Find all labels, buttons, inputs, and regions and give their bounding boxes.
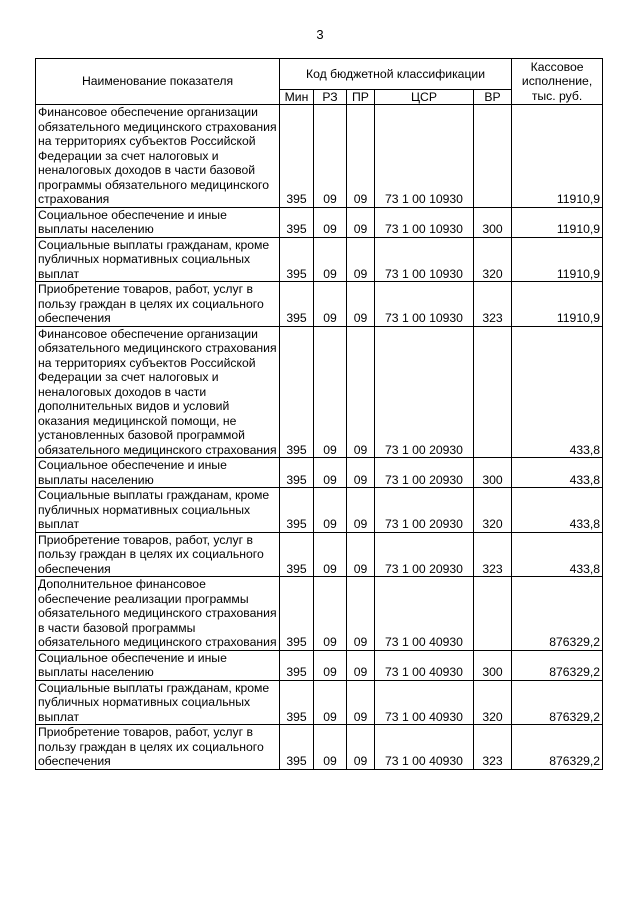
- row-rz: 09: [314, 650, 347, 680]
- row-pr: 09: [347, 650, 375, 680]
- row-rz: 09: [314, 105, 347, 208]
- row-rz: 09: [314, 282, 347, 327]
- header-code-group: Код бюджетной классификации: [280, 59, 512, 90]
- row-min: 395: [280, 725, 314, 770]
- table-row: [36, 326, 603, 458]
- row-amount: 11910,9: [512, 105, 603, 208]
- row-min: 395: [280, 326, 314, 458]
- row-name: Приобретение товаров, работ, услуг в пользу граждан в целях их социального обеспечения: [36, 532, 280, 577]
- row-min: 395: [280, 458, 314, 488]
- table-row: [36, 532, 603, 577]
- row-csr: 73 1 00 20930: [375, 532, 474, 577]
- row-rz: 09: [314, 207, 347, 237]
- row-csr: 73 1 00 40930: [375, 577, 474, 651]
- header-amount: Кассовое исполнение, тыс. руб.: [512, 59, 603, 105]
- row-amount: 876329,2: [512, 577, 603, 651]
- row-min: 395: [280, 237, 314, 282]
- row-rz: 09: [314, 458, 347, 488]
- row-pr: 09: [347, 105, 375, 208]
- row-vr: 300: [474, 207, 512, 237]
- row-vr: [474, 105, 512, 208]
- row-amount: 11910,9: [512, 207, 603, 237]
- row-amount: 433,8: [512, 488, 603, 533]
- row-name: Финансовое обеспечение организации обязательного медицинского страхования на территориях субъектов Российской Федерации за счет налоговых и неналоговых доходов в части базовой программы обязательного медицинского страхования: [36, 105, 280, 208]
- row-vr: 320: [474, 237, 512, 282]
- header-vr: ВР: [474, 90, 512, 105]
- table-row: [36, 282, 603, 327]
- header-name: Наименование показателя: [36, 59, 280, 105]
- header-rz: РЗ: [314, 90, 347, 105]
- row-vr: 320: [474, 488, 512, 533]
- row-min: 395: [280, 577, 314, 651]
- row-csr: 73 1 00 40930: [375, 650, 474, 680]
- table-row: [36, 237, 603, 282]
- row-csr: 73 1 00 20930: [375, 458, 474, 488]
- row-amount: 11910,9: [512, 282, 603, 327]
- row-pr: 09: [347, 458, 375, 488]
- page-number: 3: [316, 27, 324, 42]
- row-amount: 433,8: [512, 458, 603, 488]
- row-name: Приобретение товаров, работ, услуг в пользу граждан в целях их социального обеспечения: [36, 725, 280, 770]
- row-pr: 09: [347, 326, 375, 458]
- row-rz: 09: [314, 326, 347, 458]
- row-amount: 876329,2: [512, 680, 603, 725]
- table-row: [36, 207, 603, 237]
- row-amount: 433,8: [512, 326, 603, 458]
- row-name: Социальное обеспечение и иные выплаты населению: [36, 650, 280, 680]
- row-name: Дополнительное финансовое обеспечение реализации программы обязательного медицинского страхования в части базовой программы обязательного медицинского страхования: [36, 577, 280, 651]
- row-rz: 09: [314, 532, 347, 577]
- row-pr: 09: [347, 577, 375, 651]
- row-min: 395: [280, 650, 314, 680]
- row-name: Социальные выплаты гражданам, кроме публичных нормативных социальных выплат: [36, 680, 280, 725]
- table-row: [36, 105, 603, 208]
- row-pr: 09: [347, 282, 375, 327]
- row-rz: 09: [314, 680, 347, 725]
- row-vr: 300: [474, 650, 512, 680]
- table-row: [36, 577, 603, 651]
- row-pr: 09: [347, 725, 375, 770]
- row-amount: 11910,9: [512, 237, 603, 282]
- row-csr: 73 1 00 20930: [375, 326, 474, 458]
- header-csr: ЦСР: [375, 90, 474, 105]
- row-vr: 323: [474, 725, 512, 770]
- row-min: 395: [280, 488, 314, 533]
- row-csr: 73 1 00 40930: [375, 725, 474, 770]
- table-row: [36, 650, 603, 680]
- row-name: Финансовое обеспечение организации обязательного медицинского страхования на территориях субъектов Российской Федерации за счет налоговых и неналоговых доходов в части дополнительных видов и условий оказания медицинской помощи, не установленных базовой программой обязательного медицинского страхования: [36, 326, 280, 458]
- row-csr: 73 1 00 10930: [375, 237, 474, 282]
- row-pr: 09: [347, 207, 375, 237]
- row-name: Социальные выплаты гражданам, кроме публичных нормативных социальных выплат: [36, 237, 280, 282]
- row-amount: 876329,2: [512, 725, 603, 770]
- row-min: 395: [280, 680, 314, 725]
- table-body: [36, 105, 603, 770]
- row-rz: 09: [314, 488, 347, 533]
- row-csr: 73 1 00 40930: [375, 680, 474, 725]
- row-min: 395: [280, 532, 314, 577]
- row-vr: [474, 326, 512, 458]
- row-csr: 73 1 00 10930: [375, 105, 474, 208]
- row-min: 395: [280, 207, 314, 237]
- header-min: Мин: [280, 90, 314, 105]
- row-name: Приобретение товаров, работ, услуг в пользу граждан в целях их социального обеспечения: [36, 282, 280, 327]
- row-vr: 323: [474, 532, 512, 577]
- row-amount: 433,8: [512, 532, 603, 577]
- row-name: Социальное обеспечение и иные выплаты населению: [36, 458, 280, 488]
- row-name: Социальное обеспечение и иные выплаты населению: [36, 207, 280, 237]
- table-row: [36, 725, 603, 770]
- row-amount: 876329,2: [512, 650, 603, 680]
- row-rz: 09: [314, 577, 347, 651]
- row-vr: 323: [474, 282, 512, 327]
- row-vr: 300: [474, 458, 512, 488]
- row-rz: 09: [314, 237, 347, 282]
- row-pr: 09: [347, 488, 375, 533]
- row-min: 395: [280, 282, 314, 327]
- table-row: [36, 488, 603, 533]
- row-vr: [474, 577, 512, 651]
- row-pr: 09: [347, 532, 375, 577]
- table-header: [36, 59, 603, 105]
- budget-table: [35, 58, 603, 770]
- header-pr: ПР: [347, 90, 375, 105]
- row-csr: 73 1 00 20930: [375, 488, 474, 533]
- row-name: Социальные выплаты гражданам, кроме публичных нормативных социальных выплат: [36, 488, 280, 533]
- row-csr: 73 1 00 10930: [375, 282, 474, 327]
- row-pr: 09: [347, 680, 375, 725]
- row-csr: 73 1 00 10930: [375, 207, 474, 237]
- row-vr: 320: [474, 680, 512, 725]
- table-row: [36, 680, 603, 725]
- row-pr: 09: [347, 237, 375, 282]
- row-rz: 09: [314, 725, 347, 770]
- row-min: 395: [280, 105, 314, 208]
- table-row: [36, 458, 603, 488]
